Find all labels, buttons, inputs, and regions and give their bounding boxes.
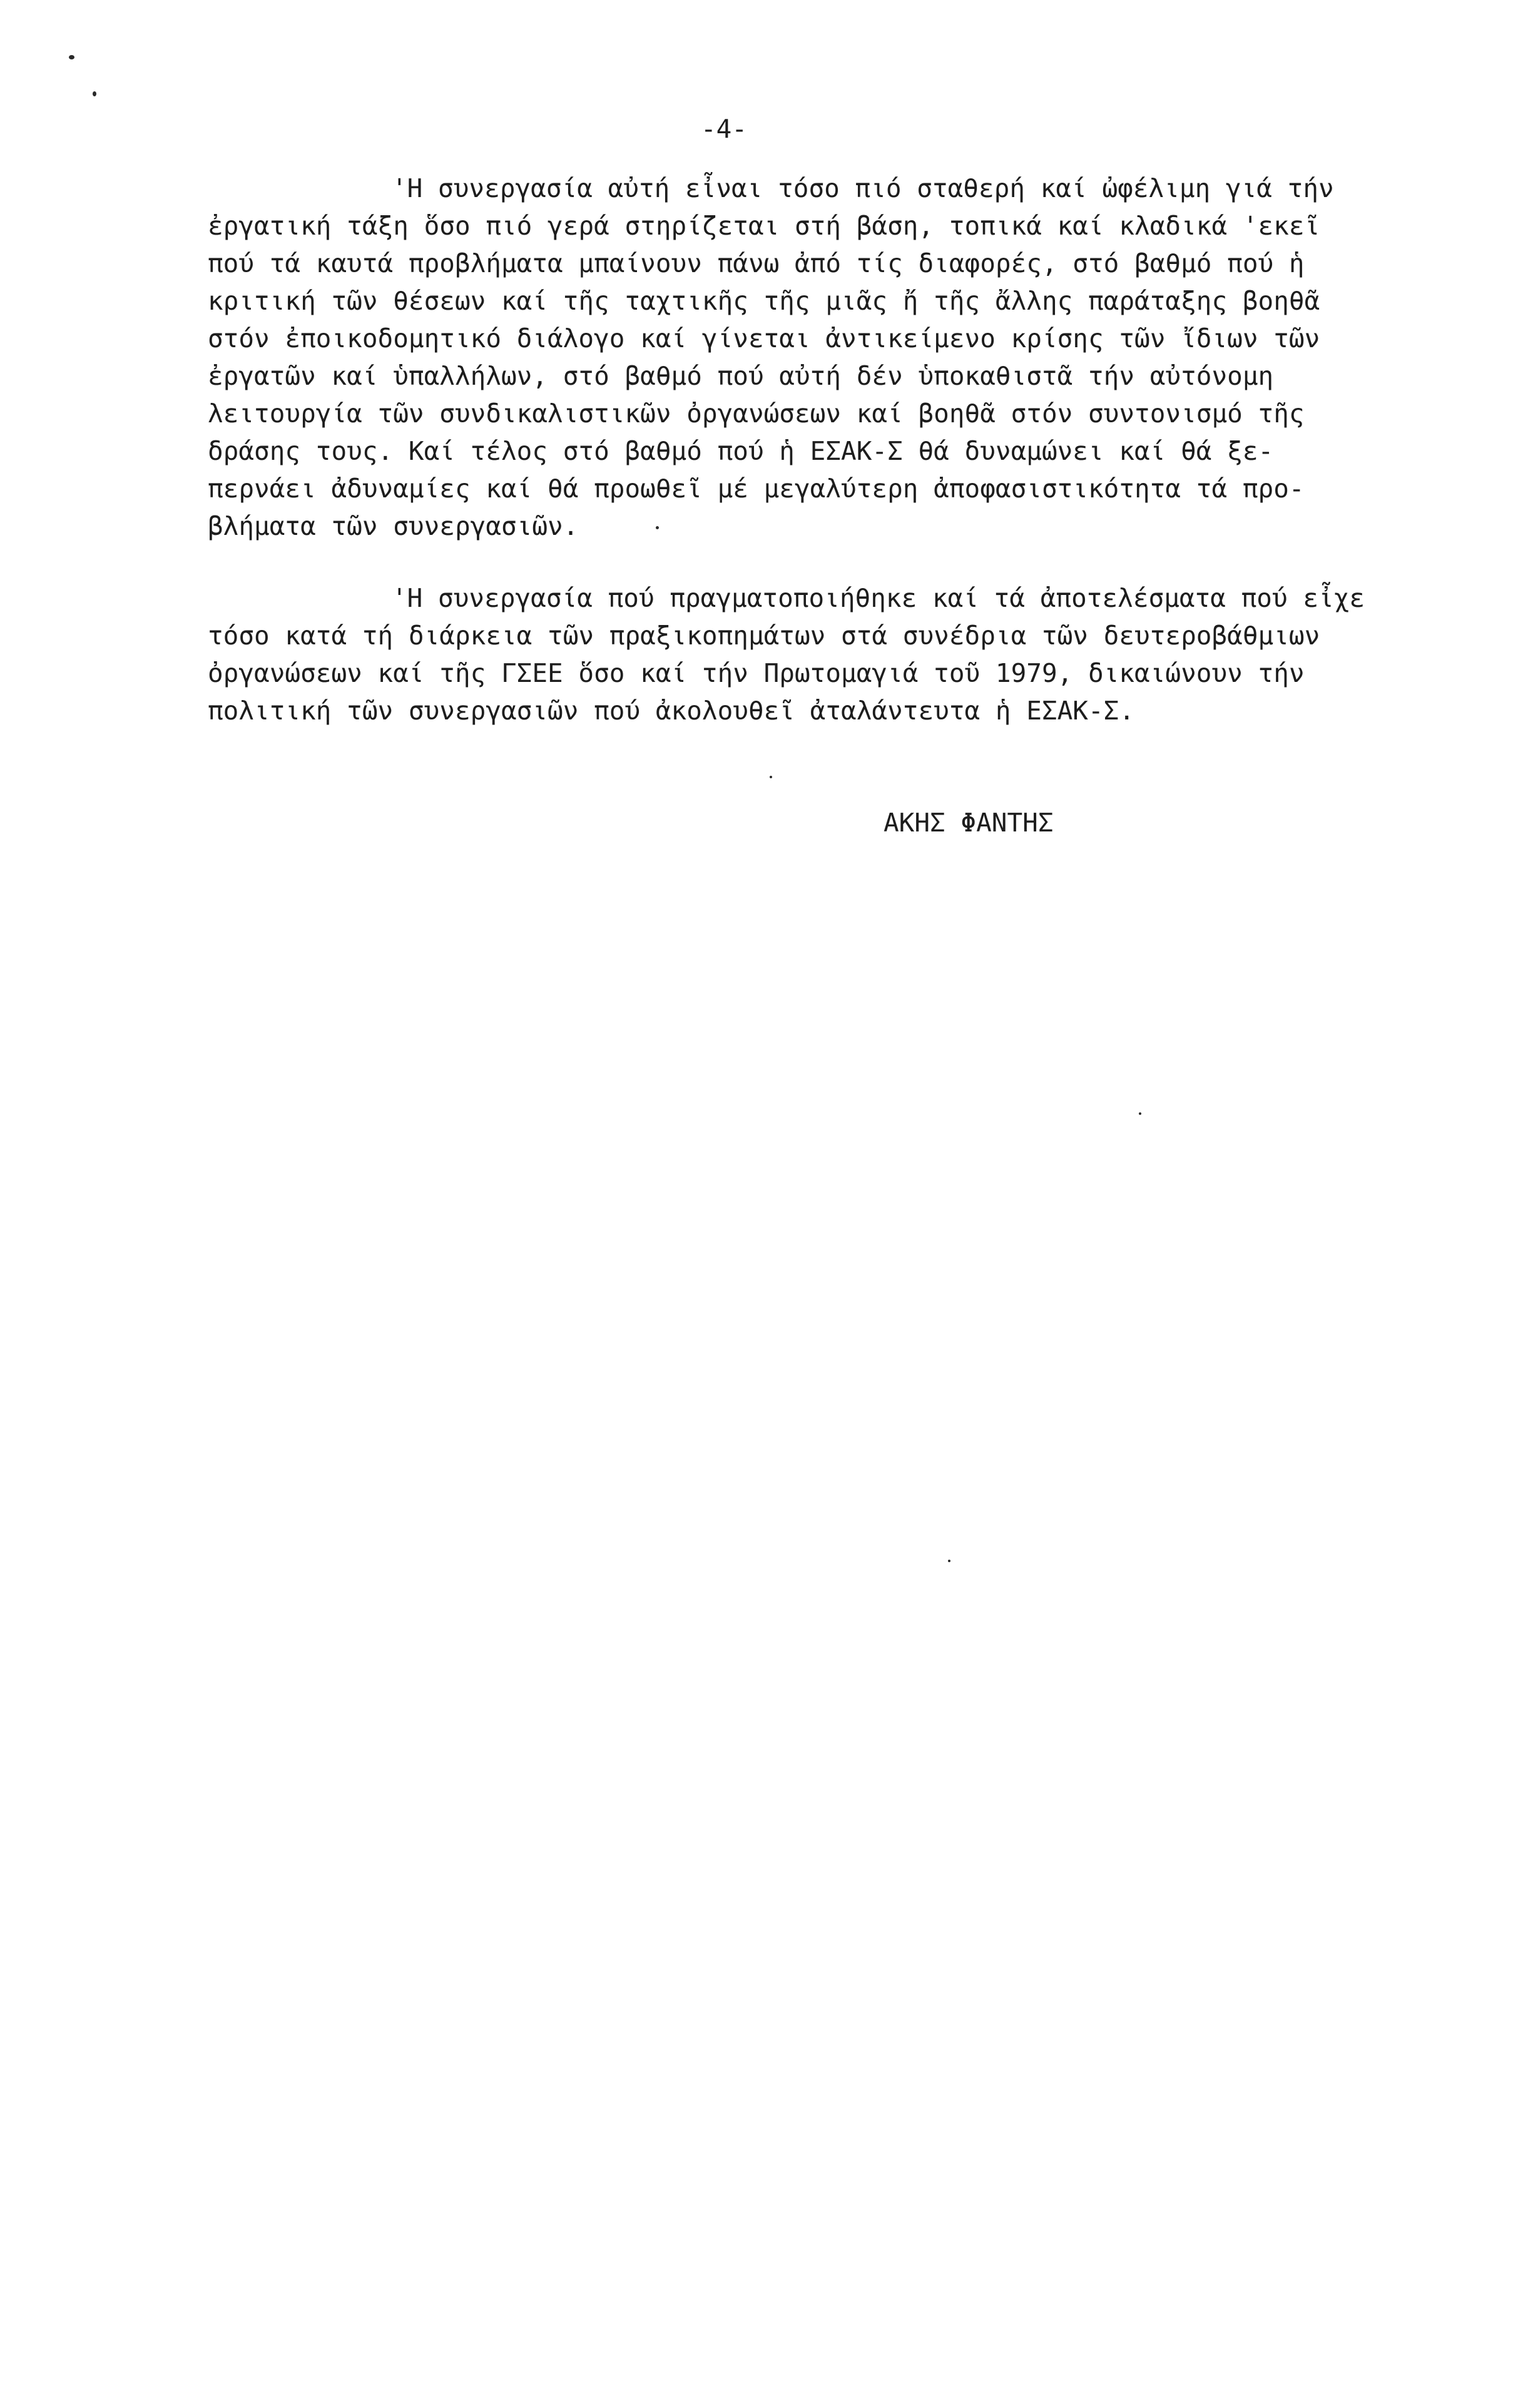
- scan-speck: [93, 91, 96, 96]
- page-number: -4-: [701, 114, 748, 144]
- scan-speck: [69, 55, 74, 59]
- text-line: λειτουργία τῶν συνδικαλιστικῶν ὀργανώσεων καί βοηθᾶ στόν συντονισμό τῆς: [208, 399, 1305, 429]
- text-line: πού τά καυτά προβλήματα μπαίνουν πάνω ἀπό τίς διαφορές, στό βαθμό πού ἡ: [208, 248, 1305, 278]
- text-line: περνάει ἀδυναμίες καί θά προωθεῖ μέ μεγαλύτερη ἀποφασιστικότητα τά προ-: [208, 474, 1305, 504]
- text-line: βλήματα τῶν συνεργασιῶν.: [208, 511, 579, 541]
- text-line: στόν ἐποικοδομητικό διάλογο καί γίνεται ἀντικείμενο κρίσης τῶν ἴδιων τῶν: [208, 323, 1320, 353]
- author-signature: ΑΚΗΣ ΦΑΝΤΗΣ: [884, 808, 1054, 838]
- scan-speck: [770, 776, 772, 778]
- text-line: τόσο κατά τή διάρκεια τῶν πραξικοπημάτων στά συνέδρια τῶν δευτεροβάθμιων: [208, 621, 1320, 651]
- scan-speck: [948, 1560, 950, 1562]
- text-line: 'Η συνεργασία αὐτή εἶναι τόσο πιό σταθερή καί ὠφέλιμη γιά τήν: [392, 173, 1334, 203]
- text-line: κριτική τῶν θέσεων καί τῆς ταχτικῆς τῆς μιᾶς ἤ τῆς ἄλλης παράταξης βοηθᾶ: [208, 286, 1320, 316]
- paragraph: [208, 579, 1365, 729]
- scan-speck: [1139, 1112, 1141, 1115]
- text-line: ὀργανώσεων καί τῆς ΓΣΕΕ ὅσο καί τήν Πρωτομαγιά τοῦ 1979, δικαιώνουν τήν: [208, 658, 1305, 688]
- text-line: 'Η συνεργασία πού πραγματοποιήθηκε καί τά ἀποτελέσματα πού εἶχε: [392, 583, 1365, 613]
- text-line: πολιτική τῶν συνεργασιῶν πού ἀκολουθεῖ ἀταλάντευτα ἡ ΕΣΑΚ-Σ.: [208, 696, 1135, 726]
- paragraph: [208, 170, 1334, 545]
- text-line: ἐργατῶν καί ὑπαλλήλων, στό βαθμό πού αὐτή δέν ὑποκαθιστᾶ τήν αὐτόνομη: [208, 361, 1274, 391]
- text-line: δράσης τους. Καί τέλος στό βαθμό πού ἡ ΕΣΑΚ-Σ θά δυναμώνει καί θά ξε-: [208, 436, 1274, 466]
- text-line: ἐργατική τάξη ὅσο πιό γερά στηρίζεται στή βάση, τοπικά καί κλαδικά 'εκεῖ: [208, 211, 1320, 241]
